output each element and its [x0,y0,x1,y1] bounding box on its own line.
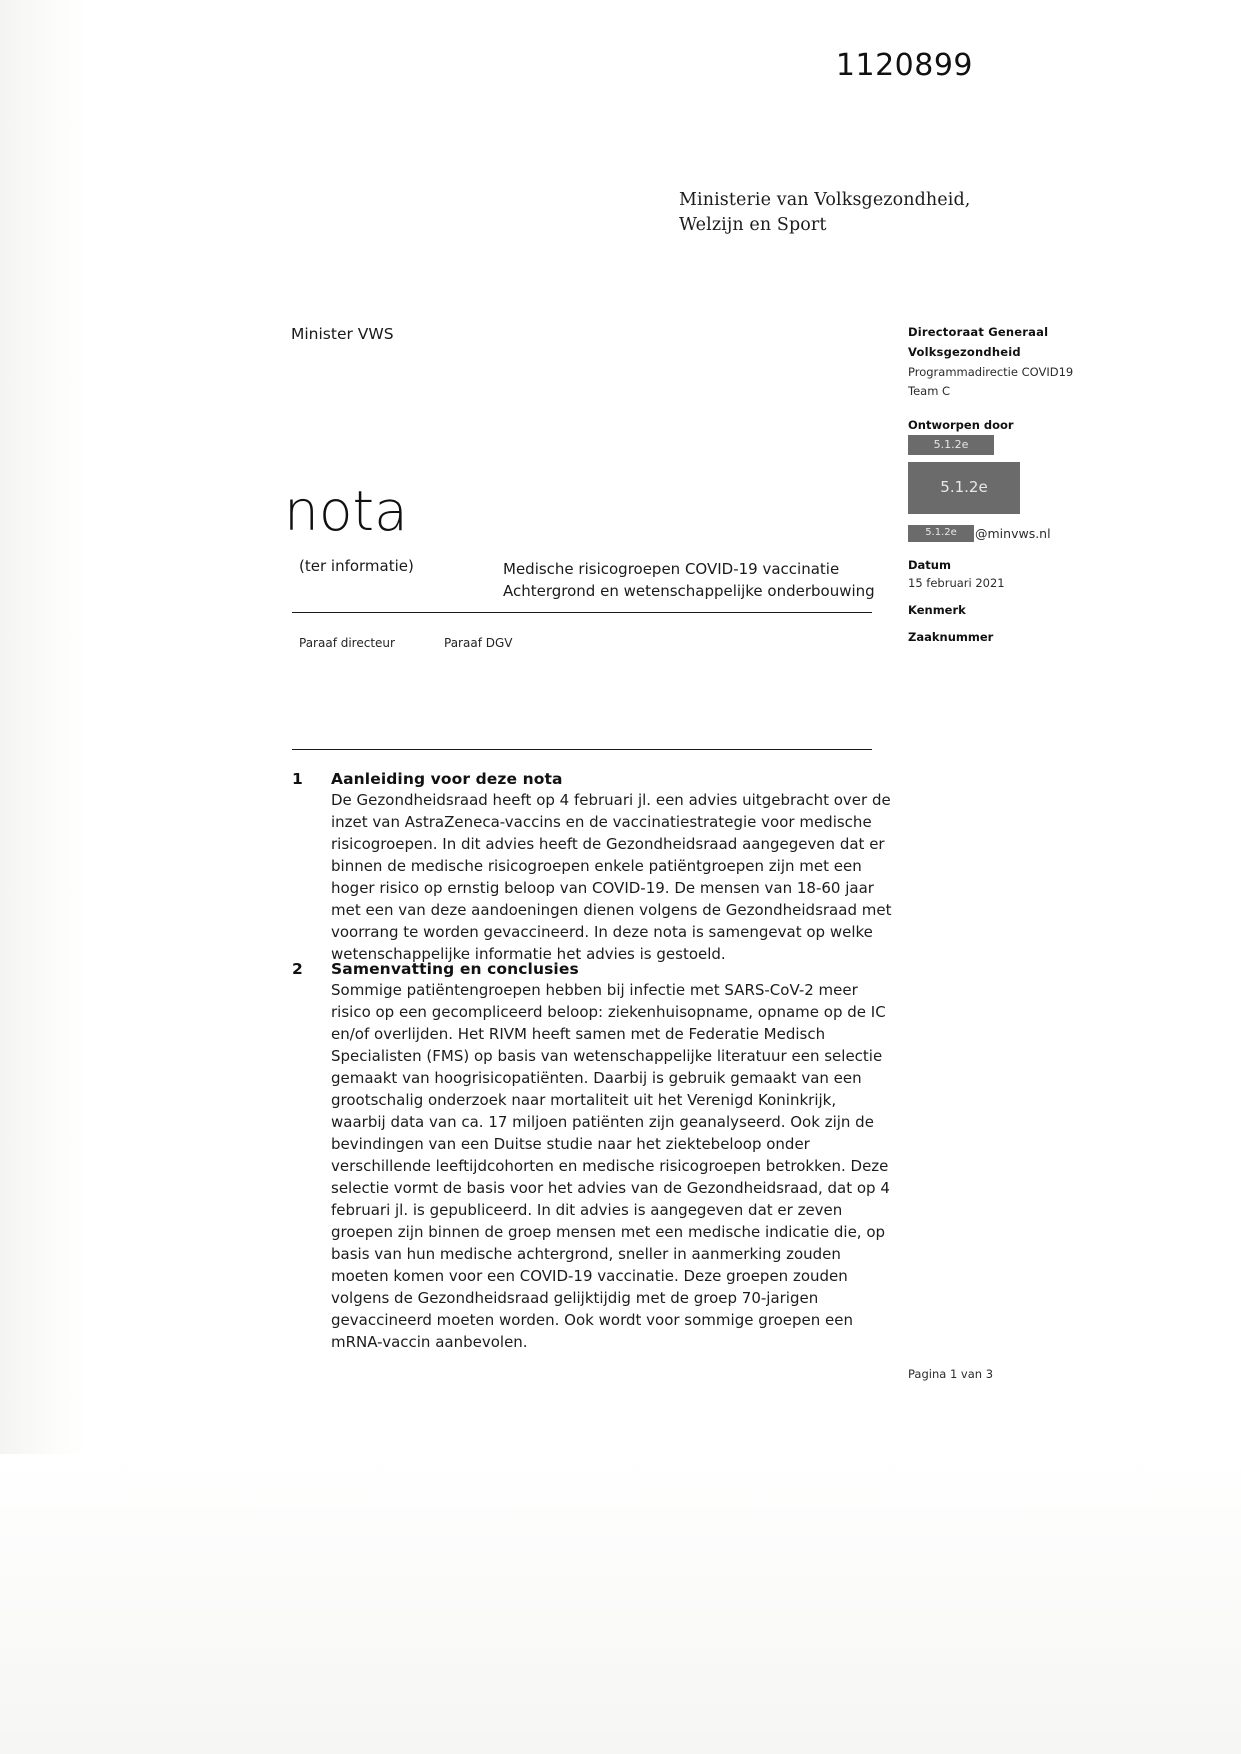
meta-org-line-1: Directoraat Generaal [908,325,1049,339]
zaaknummer-label: Zaaknummer [908,629,994,644]
document-sheet [86,0,1151,1454]
page-title: nota [284,479,408,543]
scan-edge-bottom [0,1454,1241,1754]
paraaf-directeur: Paraaf directeur [299,636,395,650]
document-number: 1120899 [835,48,973,83]
divider-bottom [292,749,872,750]
section-2 [292,960,892,1353]
section-2-number: 2 [292,960,303,978]
divider-top [292,612,872,613]
ministry-line-2: Welzijn en Sport [679,214,827,235]
document-kind: (ter informatie) [299,557,414,575]
redaction-box-3: 5.1.2e [908,525,974,542]
meta-column [908,324,1148,647]
redaction-box-2: 5.1.2e [908,462,1020,514]
subject-line-1: Medische risicogroepen COVID-19 vaccinatie [503,560,840,578]
section-1 [292,770,892,966]
page-footer: Pagina 1 van 3 [908,1367,994,1381]
email-domain: @minvws.nl [975,525,1051,541]
section-1-heading [292,770,892,788]
datum-label: Datum [908,558,951,573]
redaction-box-1-wrapper [908,435,1148,455]
meta-org-line-3: Programmadirectie COVID19 [908,364,1074,379]
email-row [908,523,1148,543]
subject-line-2: Achtergrond en wetenschappelijke onderbouwing [503,582,875,601]
ontworpen-door-label: Ontworpen door [908,418,1014,433]
kenmerk-label: Kenmerk [908,602,966,617]
datum-value: 15 februari 2021 [908,576,1005,591]
section-1-heading-text: Aanleiding voor deze nota [331,770,563,788]
paraaf-dgv: Paraaf DGV [444,636,513,650]
section-2-heading-text: Samenvatting en conclusies [331,960,579,978]
section-2-heading [292,960,892,978]
meta-org-line-4: Team C [908,384,951,399]
ministry-header [679,188,970,238]
section-2-body: Sommige patiëntengroepen hebben bij infectie met SARS-CoV-2 meer risico op een gecompliceerd beloop: ziekenhuisopname, opname op de IC en/of overlijden. Het RIVM heeft samen met de Federatie Medisch Specialisten (FMS) op basis van wetenschappelijke literatuur een selectie gemaakt van hoogrisicopatiënten. Daarbij is gebruik gemaakt van een grootschalig onderzoek naar mortaliteit uit het Verenigd Koninkrijk, waarbij data van ca. 17 miljoen patiënten zijn geanalyseerd. Ook zijn de bevindingen van een Duitse studie naar het ziektebeloop onder verschillende leeftijdcohorten en medische risicogroepen betrokken. Deze selectie vormt de basis voor het advies van de Gezondheidsraad, dat op 4 februari jl. is gepubliceerd. In dit advies is aangegeven dat er zeven groepen zijn binnen de groep mensen met een medische indicatie die, op basis van hun medische achtergrond, sneller in aanmerking zouden moeten komen voor een COVID-19 vaccinatie. Deze groepen zouden volgens de Gezondheidsraad gelijktijdig met de groep 70-jarigen gevaccineerd moeten worden. Ook wordt voor sommige groepen een mRNA-vaccin aanbevolen. [331,981,890,1351]
ministry-line-1: Ministerie van Volksgezondheid, [679,190,971,210]
section-1-body: De Gezondheidsraad heeft op 4 februari jl. een advies uitgebracht over de inzet van AstraZeneca-vaccins en de vaccinatiestrategie voor medische risicogroepen. In dit advies heeft de Gezondheidsraad aangegeven dat er binnen de medische risicogroepen enkele patiëntgroepen zijn met een hoger risico op ernstig beloop van COVID-19. De mensen van 18-60 jaar met een van deze aandoeningen dienen volgens de Gezondheidsraad met voorrang te worden gevaccineerd. In deze nota is samengevat op welke wetenschappelijke informatie het advies is gestoeld. [331,791,892,963]
section-1-number: 1 [292,770,303,788]
addressee: Minister VWS [291,325,394,343]
redaction-box-2-wrapper [908,455,1148,514]
document-subject [503,558,903,602]
redaction-box-1: 5.1.2e [908,435,994,455]
meta-org-line-2: Volksgezondheid [908,344,1021,359]
